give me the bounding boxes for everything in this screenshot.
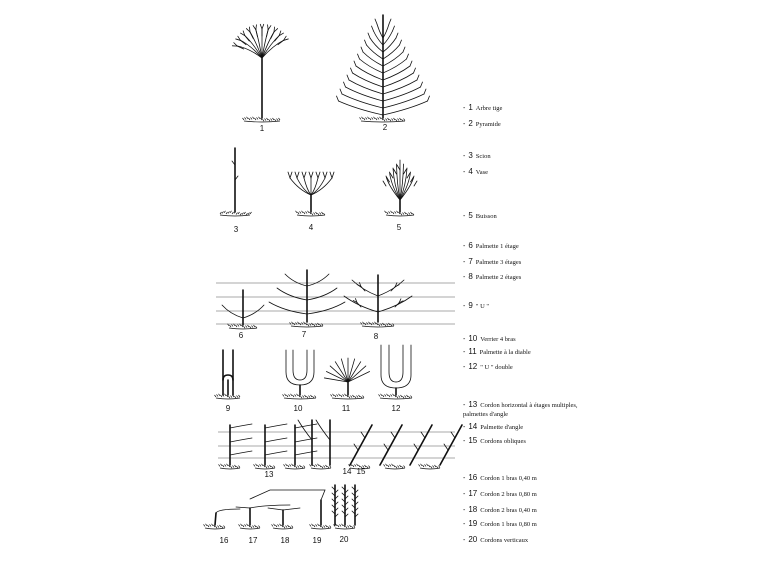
legend-text: Cordon 1 bras 0,80 m: [480, 521, 537, 528]
legend-text: Palmette à la diable: [479, 349, 531, 356]
legend-dash: -: [463, 349, 466, 356]
figure-5-buisson: [383, 160, 417, 216]
legend-text: " U ": [475, 303, 490, 310]
legend-number: 2: [468, 119, 473, 128]
legend-item-6: [463, 242, 519, 251]
legend-item-5: [463, 212, 497, 221]
legend-text: Palmette 2 étages: [475, 274, 522, 281]
legend-dash: -: [463, 475, 466, 482]
legend-item-11: [463, 348, 531, 357]
legend-dash: -: [463, 243, 466, 250]
legend-text: Palmette 1 étage: [475, 243, 519, 250]
legend-dash: -: [463, 507, 466, 514]
legend-item-1: [463, 104, 502, 113]
figure-number-4: 4: [308, 223, 314, 232]
figure-number-12: 12: [391, 404, 401, 413]
legend-dash: -: [463, 521, 466, 528]
legend-text: Cordon horizontal à étages multiples, palmettes d'angle: [463, 402, 578, 418]
legend-dash: -: [463, 537, 466, 544]
figure-2-pyramide: [337, 15, 430, 122]
legend-item-17: [463, 490, 537, 499]
legend-item-19: [463, 520, 537, 529]
legend-dash: -: [463, 274, 466, 281]
legend-number: 9: [468, 301, 473, 310]
legend-item-20: [463, 536, 528, 545]
figure-number-3: 3: [233, 225, 239, 234]
figure-6-palmette-1: [222, 290, 264, 329]
legend-text: Cordons verticaux: [480, 537, 529, 544]
legend-dash: -: [463, 402, 466, 409]
figure-13-14-15-cordons-obliques: [218, 420, 462, 469]
legend-item-10: [463, 335, 516, 344]
legend-text: Verrier 4 bras: [480, 336, 516, 343]
legend-dash: -: [463, 213, 466, 220]
legend-text: Palmette d'angle: [480, 424, 524, 431]
figure-7-palmette-3: [269, 270, 345, 327]
figure-number-9: 9: [225, 404, 231, 413]
legend-dash: -: [463, 121, 466, 128]
legend-number: 12: [468, 362, 478, 371]
legend-text: Buisson: [475, 213, 497, 220]
legend-number: 6: [468, 241, 473, 250]
legend-number: 1: [468, 103, 473, 112]
figure-number-20: 20: [339, 535, 349, 544]
figure-number-19: 19: [312, 536, 322, 545]
legend-dash: -: [463, 105, 466, 112]
legend-text: Cordon 2 bras 0,80 m: [480, 491, 537, 498]
legend-number: 18: [468, 505, 478, 514]
legend-dash: -: [463, 169, 466, 176]
legend-text: Cordons obliques: [480, 438, 526, 445]
figure-number-17: 17: [248, 536, 258, 545]
legend-dash: -: [463, 438, 466, 445]
legend-item-2: [463, 120, 501, 129]
figure-number-18: 18: [280, 536, 290, 545]
figure-number-6: 6: [238, 331, 244, 340]
figure-4-vase: [288, 172, 334, 216]
legend-item-16: [463, 474, 537, 483]
figure-number-7: 7: [301, 330, 307, 339]
legend-number: 14: [468, 422, 478, 431]
figure-10-verrier: [283, 350, 317, 399]
legend-text: Vase: [475, 169, 489, 176]
figure-11-palmette-diable: [324, 358, 369, 399]
legend-dash: -: [463, 336, 466, 343]
legend-text: Scion: [475, 153, 491, 160]
legend-text: " U " double: [480, 364, 513, 371]
figure-3-scion: [220, 148, 252, 216]
legend-number: 19: [468, 519, 478, 528]
legend-number: 16: [468, 473, 478, 482]
figure-number-16: 16: [219, 536, 229, 545]
legend-number: 17: [468, 489, 478, 498]
figure-number-8: 8: [373, 332, 379, 341]
figure-12-u-double: [379, 345, 413, 399]
legend-dash: -: [463, 491, 466, 498]
legend-item-4: [463, 168, 488, 177]
legend-text: Cordon 1 bras 0,40 m: [480, 475, 537, 482]
legend-number: 15: [468, 436, 478, 445]
figure-16-20-cordons: [204, 485, 359, 529]
figure-1-arbre-tige: [232, 24, 288, 122]
legend-text: Cordon 2 bras 0,40 m: [480, 507, 537, 514]
legend-number: 8: [468, 272, 473, 281]
figure-number-2: 2: [382, 123, 388, 132]
legend-dash: -: [463, 259, 466, 266]
legend-item-9: [463, 302, 489, 311]
legend-item-14: [463, 423, 523, 432]
legend-number: 7: [468, 257, 473, 266]
legend-item-8: [463, 273, 521, 282]
legend-text: Pyramide: [475, 121, 501, 128]
legend-text: Arbre tige: [475, 105, 503, 112]
legend-item-7: [463, 258, 521, 267]
legend-text: Palmette 3 étages: [475, 259, 522, 266]
figure-number-15: 15: [356, 467, 366, 476]
legend-dash: -: [463, 153, 466, 160]
figure-9-u: [215, 350, 241, 399]
legend-item-13: [463, 401, 583, 419]
legend-number: 4: [468, 167, 473, 176]
legend-item-3: [463, 152, 491, 161]
legend-item-12: [463, 363, 513, 372]
figure-number-1: 1: [259, 124, 265, 133]
legend-number: 13: [468, 400, 478, 409]
legend-item-18: [463, 506, 537, 515]
legend-dash: -: [463, 364, 466, 371]
legend-dash: -: [463, 303, 466, 310]
legend-number: 11: [468, 347, 477, 356]
figure-number-11: 11: [341, 404, 351, 413]
figure-number-14: 14: [342, 467, 352, 476]
legend-number: 5: [468, 211, 473, 220]
legend-dash: -: [463, 424, 466, 431]
figure-number-5: 5: [396, 223, 402, 232]
legend-number: 20: [468, 535, 478, 544]
figure-number-13: 13: [264, 470, 274, 479]
legend-item-15: [463, 437, 526, 446]
legend-number: 10: [468, 334, 478, 343]
legend-number: 3: [468, 151, 473, 160]
figure-number-10: 10: [293, 404, 303, 413]
